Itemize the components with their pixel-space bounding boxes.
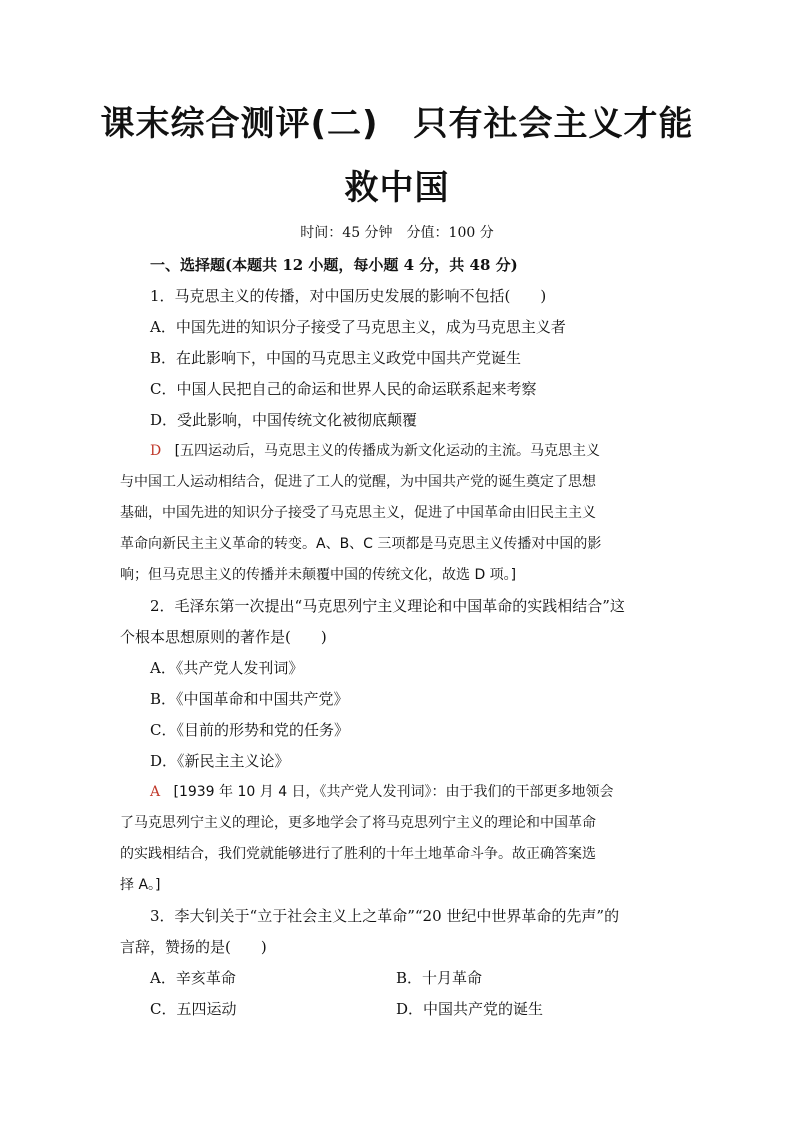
section-heading: 一、选择题(本题共 12 小题，每小题 4 分，共 48 分) (150, 256, 518, 274)
question-2-stem-line2: 个根本思想原则的著作是( ) (120, 628, 327, 646)
question-2-option-d: D．《新民主主义论》 (150, 752, 290, 770)
question-1-analysis-line2: 与中国工人运动相结合，促进了工人的觉醒，为中国共产党的诞生奠定了思想 (120, 474, 596, 490)
question-2-analysis-line1 (150, 782, 614, 802)
question-1-option-b: B．在此影响下，中国的马克思主义政党中国共产党诞生 (150, 349, 522, 367)
question-2-answer-key: A (150, 784, 161, 800)
question-2-option-a: A．《共产党人发刊词》 (150, 659, 304, 677)
question-3-option-a: A．辛亥革命 (150, 969, 236, 987)
exam-meta: 时间：45 分钟 分值：100 分 (300, 225, 494, 241)
question-3-option-d: D．中国共产党的诞生 (396, 1000, 544, 1018)
question-2-option-c: C．《目前的形势和党的任务》 (150, 721, 349, 739)
question-2-analysis-line4: 择 A。] (120, 877, 161, 893)
question-1-analysis-text: [五四运动后，马克思主义的传播成为新文化运动的主流。马克思主义 (174, 443, 601, 459)
question-1-analysis-line4: 革命向新民主主义革命的转变。A、B、C 三项都是马克思主义传播对中国的影 (120, 536, 602, 552)
question-1-analysis-line3: 基础，中国先进的知识分子接受了马克思主义，促进了中国革命由旧民主主义 (120, 505, 596, 521)
question-2-analysis-line2: 了马克思列宁主义的理论，更多地学会了将马克思列宁主义的理论和中国革命 (120, 815, 596, 831)
question-1-option-c: C．中国人民把自己的命运和世界人民的命运联系起来考察 (150, 380, 537, 398)
question-3-stem-line1: 3．李大钊关于“立于社会主义上之革命”“20 世纪中世界革命的先声”的 (150, 907, 620, 925)
question-1-answer-key: D (150, 443, 162, 459)
question-2-analysis-line3: 的实践相结合，我们党就能够进行了胜利的十年土地革命斗争。故正确答案选 (120, 846, 596, 862)
question-3-stem-line2: 言辞，赞扬的是( ) (120, 938, 267, 956)
question-2-stem-line1: 2．毛泽东第一次提出“马克思列宁主义理论和中国革命的实践相结合”这 (150, 597, 625, 615)
question-2-option-b: B．《中国革命和中国共产党》 (150, 690, 349, 708)
document-title-line2: 救中国 (344, 168, 450, 208)
document-title-line1: 课末综合测评(二) 只有社会主义才能 (100, 104, 694, 144)
question-3-option-c: C．五四运动 (150, 1000, 237, 1018)
question-1-stem: 1．马克思主义的传播，对中国历史发展的影响不包括( ) (150, 287, 547, 305)
question-1-analysis-line5: 响；但马克思主义的传播并未颠覆中国的传统文化，故选 D 项。] (120, 567, 517, 583)
question-3-option-b: B．十月革命 (396, 969, 483, 987)
question-1-option-d: D．受此影响，中国传统文化被彻底颠覆 (150, 411, 418, 429)
question-1-option-a: A．中国先进的知识分子接受了马克思主义，成为马克思主义者 (150, 318, 566, 336)
question-1-analysis-line1 (150, 441, 600, 461)
question-2-analysis-text: [1939 年 10 月 4 日，《共产党人发刊词》：由于我们的干部更多地领会 (173, 784, 614, 800)
